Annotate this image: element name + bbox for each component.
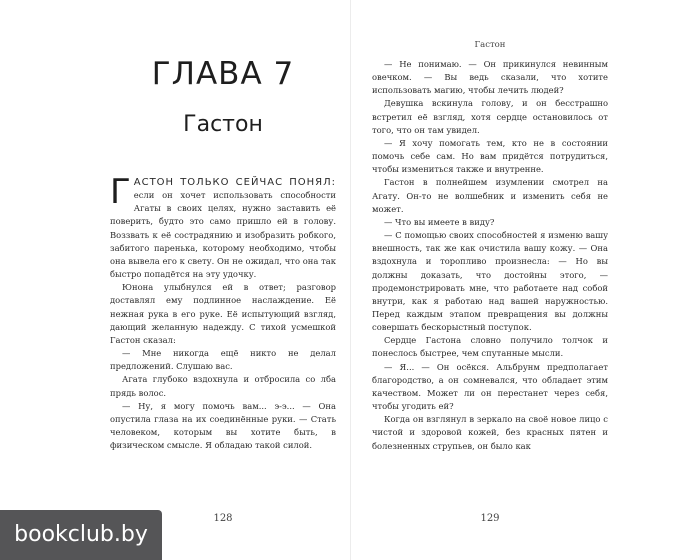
paragraph: Гастон в полнейшем изумлении смотрел на Агату. Он-то не волшебник и изменить себя не может. <box>372 177 608 214</box>
paragraph: Когда он взглянул в зеркало на своё новое лицо с чистой и здоровой кожей, без красных пятен и болезненных струпьев, он было как <box>372 414 608 451</box>
opening-paragraph <box>110 172 336 281</box>
left-page <box>110 0 336 560</box>
paragraph: — Не понимаю. — Он прикинулся невинным овечком. — Вы ведь сказали, что хотите использовать магию, чтобы лечить людей? <box>372 59 608 96</box>
paragraph: — Ну, я могу помочь вам... э-э... — Она опустила глаза на их соединённые руки. — Стать человеком, которым вы хотите быть, в физическом смысле. Я обладаю такой силой. <box>110 400 336 451</box>
paragraph: — Что вы имеете в виду? <box>384 216 495 227</box>
watermark-label: bookclub.by <box>0 510 162 560</box>
opening-phrase: АСТОН ТОЛЬКО СЕЙЧАС ПОНЯЛ: <box>133 177 336 188</box>
paragraph: — С помощью своих способностей я изменю вашу внешность, так же как очистила вашу кожу. — Она вздохнула и торопливо произнесла: — Но вы должны доказать, что достойны этого, — продемонстрировать мне, что работаете над собой внутри, как я работаю над вашей наружностью. Перед каждым этапом превращения вы должны совершать бескорыстный поступок. <box>372 230 608 333</box>
paragraph: Девушка вскинула голову, и он бесстрашно встретил её взгляд, хотя сердце остановилось от того, что он там увидел. <box>372 98 608 135</box>
paragraph: — Я... — Он осёкся. Альбрунм предполагает благородство, а он сомневался, что обладает этим качеством. Может ли он перестанет через себя, чтобы угодить ей? <box>372 361 608 412</box>
paragraph: — Мне никогда ещё никто не делал предложений. Слушаю вас. <box>110 348 336 372</box>
left-page-body <box>110 172 336 452</box>
paragraph-text: если он хочет использовать способности Агаты в своих целях, нужно заставить её поверить, будто это само пришло ей в голову. Воззвать к её сострадянию и изобразить робкого, забитого паренька, которому необходимо, чтобы она вывела его к свету. Он не ожидал, что она так быстро попадётся на эту удочку. <box>110 190 336 280</box>
drop-cap: Г <box>110 172 131 212</box>
paragraph: Сердце Гастона словно получило толчок и понеслось быстрее, чем спутанные мысли. <box>372 335 608 359</box>
page-number-left: 128 <box>213 513 233 524</box>
page-number-right: 129 <box>480 513 500 524</box>
paragraph: — Я хочу помогать тем, кто не в состоянии помочь себе сам. Но вам придётся потрудиться, чтобы измениться также и внутренне. <box>372 137 608 175</box>
right-page <box>372 0 608 560</box>
running-head: Гастон <box>474 40 506 50</box>
right-page-body <box>372 58 608 453</box>
chapter-title: ГЛАВА 7 <box>151 56 295 92</box>
chapter-subtitle: Гастон <box>183 112 263 137</box>
gutter-divider <box>350 0 351 560</box>
paragraph: Агата глубоко вздохнула и отбросила со лба прядь волос. <box>110 374 336 398</box>
paragraph: Юнона улыбнулся ей в ответ; разговор доставлял ему подлинное наслаждение. Её нежная рука в его руке. Её испытующий взгляд, дающий желанную надежду. С тихой усмешкой Гастон сказал: <box>110 282 336 345</box>
